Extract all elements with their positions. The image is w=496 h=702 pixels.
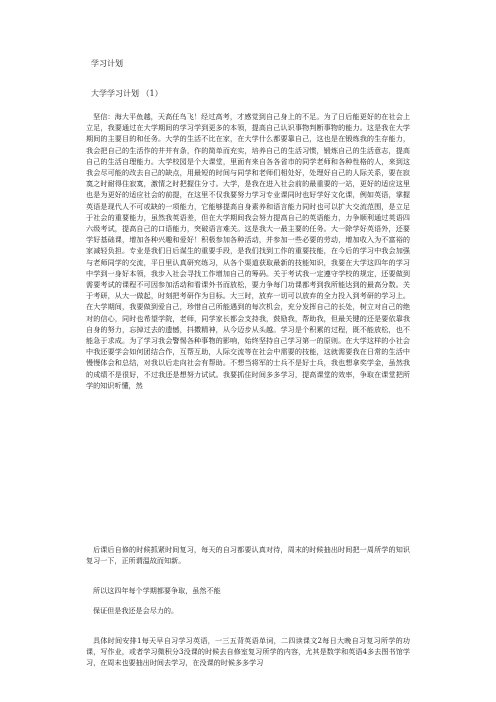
body-paragraph-5: 具体时间安排1每天早自习学习英语，一三五背英语单词，二四读课文2每日大晚自习复习所学的功课，写作业，或者学习微积分3没课的时候去自修室复习所学的内容，尤其是数学和英语4多去图书馆学习，在周末也要抽出时间去学习，在没课的时候多多学习 — [86, 636, 410, 668]
body-paragraph-1: 坚信：海大平鱼越，天高任鸟飞！经过高考，才感觉到自己身上的不足。为了日后能更好的在社会上立足，我要通过在大学期间的学习学到更多的本领，提高自己认识事物判断事物的能力。这是我在大学期间的主要目的和任务。大学的生活不比在家，在大学什么都要靠自己，这也是在锻炼我的生存能力，我会把自己的生活作的井井有条，作的简单而充实，培养自己的生活习惯，锻炼自己的生活意志，提高自己的生活自理能力。大学校园是个大课堂，里面有来自各各省市的同学老师和各种性格的人，来到这我会尽可能的改去自己的缺点，用最短的时间与同学和老师们相处好，处理好自己的人际关系，要在寂寞之时耐得住寂寞，激情之时把握住分寸。大学，是我在进入社会前的最重要的一站，更好的适应这里也是为更好的适应社会的前提，在这里不仅我要努力学习专业课同时也好学好文化课，例如英语，掌握英语是现代人不可或缺的一项能力，它能够提高自身素养和语言能力同时也可以扩大交流范围，是立足于社会的重要能力，虽然我英语差，但在大学期间我会努力提高自己的英语能力，力争顺利通过英语四六级考试，提高自己的口语能力，突破语言难关。这是我大一最主要的任务。大一除学好英语外，还要学好基础课，增加各种兴趣和爱好！积极参加各种活动，并参加一些必要的劳动，增加收入为不富裕的家减轻负担。专业是我们日后谋生的重要手段，是我们找到工作的重要技能，在今后的学习中我会加强与老师同学的交流，平日里认真研究练习，从各个渠道获取最新的技能知识，我要在大学这四年的学习中学到一身好本领，我步入社会寻找工作增加自己的筹码。关于考试我一定遵守学校的规定，还要做到需要考试的课程不可因参加活动和看课外书而放松，要力争每门功课都考到我所能达到的最高分数。关于考研，从大一做起，时刻把考研作为目标。大三时，放弃一切可以放弃的全力投入到考研的学习上。在大学期间，我要做到爱自己，珍惜自己所能遇到的每次机会，充分发挥自己的长处，树立对自己的绝对的信心，同时也希望学院，老师，同学家长都会支持我，鼓励我，帮助我，但最关键的还是要依靠我自身的努力，忘掉过去的遗憾，抖擞精神，从今迈步从头越。学习是个积累的过程，既不能放松，也不能急于求成。为了学习我会警惕各种事物的影响，始终坚持自己学习第一的原则。在大学这样的小社会中我还要学会如何团结合作，互帮互助，人际交流等在社会中需要的技能，这就需要我在日常的生活中慢慢体会和总结，对我以后走向社会有帮助。不想当将军的士兵不是好士兵，我也想拿奖学金，虽然我的成绩不是很好，不过我还是想努力试试。我要抓住时间多多学习，提高课堂的效率，争取在课堂把所学的知识听懂，然 — [86, 112, 410, 390]
body-paragraph-4: 保证但是我还是会尽力的。 — [93, 606, 179, 615]
document-title: 学习计划 — [91, 59, 123, 68]
body-paragraph-2: 后课后自修的时候抓紧时间复习，每天的自习都要认真对待，周末的时候抽出时间把一周所学的知识复习一下，正所谓温故而知新。 — [86, 545, 410, 566]
body-paragraph-3: 所以这四年每个学期都要争取，虽然不能 — [93, 586, 221, 595]
document-subtitle: 大学学习计划 （1） — [91, 89, 163, 98]
